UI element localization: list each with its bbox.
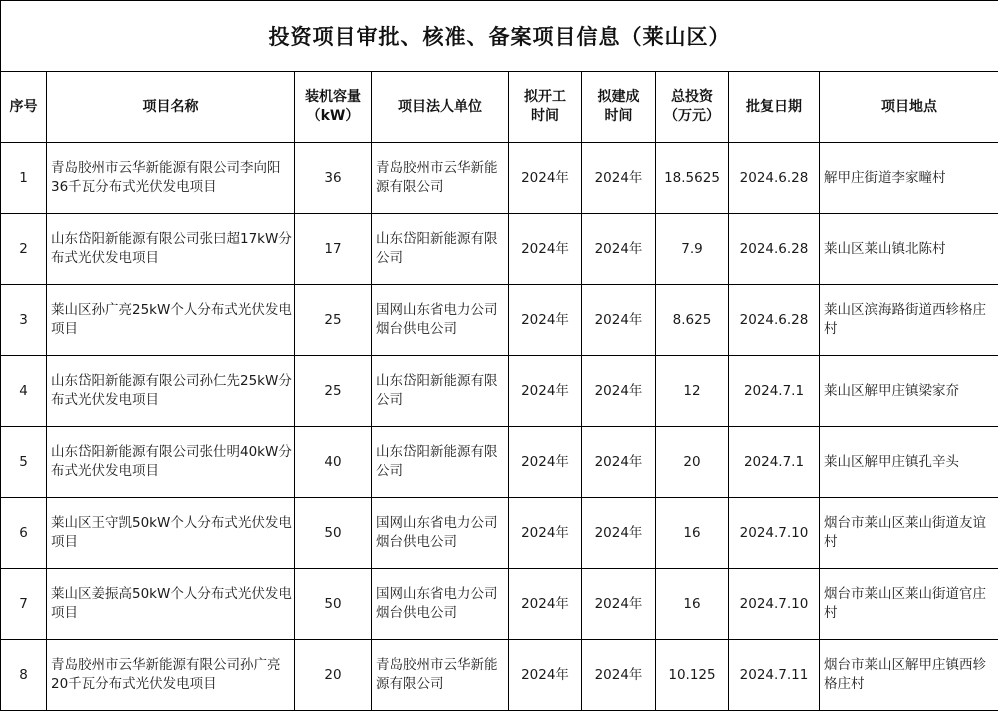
- cell-start: 2024年: [509, 356, 582, 427]
- cell-investment: 12: [656, 356, 729, 427]
- cell-name: 莱山区孙广亮25kW个人分布式光伏发电项目: [47, 285, 295, 356]
- cell-investment: 18.5625: [656, 143, 729, 214]
- cell-investment: 16: [656, 569, 729, 640]
- cell-capacity: 50: [295, 569, 372, 640]
- cell-finish: 2024年: [582, 640, 656, 711]
- cell-finish: 2024年: [582, 356, 656, 427]
- cell-location: 烟台市莱山区解甲庄镇西轸格庄村: [820, 640, 998, 711]
- cell-legal-entity: 山东岱阳新能源有限公司: [372, 214, 509, 285]
- cell-seq: 2: [1, 214, 47, 285]
- cell-location: 莱山区解甲庄镇梁家夼: [820, 356, 998, 427]
- table-row: [1, 427, 998, 498]
- cell-finish: 2024年: [582, 214, 656, 285]
- cell-capacity: 20: [295, 640, 372, 711]
- header-finish-line1: 拟建成: [597, 89, 640, 105]
- cell-legal-entity: 山东岱阳新能源有限公司: [372, 356, 509, 427]
- cell-approval-date: 2024.7.1: [729, 427, 820, 498]
- cell-finish: 2024年: [582, 285, 656, 356]
- cell-approval-date: 2024.7.10: [729, 498, 820, 569]
- table-row: [1, 356, 998, 427]
- header-row: [1, 72, 998, 143]
- cell-location: 烟台市莱山区莱山街道友谊村: [820, 498, 998, 569]
- cell-location: 莱山区解甲庄镇孔辛头: [820, 427, 998, 498]
- cell-approval-date: 2024.7.11: [729, 640, 820, 711]
- cell-legal-entity: 山东岱阳新能源有限公司: [372, 427, 509, 498]
- cell-capacity: 40: [295, 427, 372, 498]
- cell-capacity: 25: [295, 285, 372, 356]
- header-investment-line1: 总投资: [671, 89, 713, 105]
- cell-seq: 6: [1, 498, 47, 569]
- cell-start: 2024年: [509, 427, 582, 498]
- cell-seq: 7: [1, 569, 47, 640]
- header-name: 项目名称: [47, 72, 295, 143]
- cell-finish: 2024年: [582, 498, 656, 569]
- cell-investment: 8.625: [656, 285, 729, 356]
- cell-start: 2024年: [509, 640, 582, 711]
- table-row: [1, 640, 998, 711]
- cell-location: 莱山区滨海路街道西轸格庄村: [820, 285, 998, 356]
- cell-seq: 3: [1, 285, 47, 356]
- cell-legal-entity: 国网山东省电力公司烟台供电公司: [372, 498, 509, 569]
- cell-name: 山东岱阳新能源有限公司张曰超17kW分布式光伏发电项目: [47, 214, 295, 285]
- cell-location: 烟台市莱山区莱山街道官庄村: [820, 569, 998, 640]
- cell-approval-date: 2024.6.28: [729, 285, 820, 356]
- header-capacity-line2: （kW）: [306, 108, 360, 124]
- cell-investment: 10.125: [656, 640, 729, 711]
- table-row: [1, 285, 998, 356]
- table-row: [1, 143, 998, 214]
- cell-seq: 5: [1, 427, 47, 498]
- header-start: [509, 72, 582, 143]
- cell-start: 2024年: [509, 214, 582, 285]
- header-seq: 序号: [1, 72, 47, 143]
- cell-finish: 2024年: [582, 569, 656, 640]
- header-finish: [582, 72, 656, 143]
- header-investment-line2: （万元）: [664, 108, 720, 124]
- cell-legal-entity: 青岛胶州市云华新能源有限公司: [372, 640, 509, 711]
- cell-investment: 16: [656, 498, 729, 569]
- cell-approval-date: 2024.7.1: [729, 356, 820, 427]
- cell-capacity: 25: [295, 356, 372, 427]
- table-row: [1, 569, 998, 640]
- header-capacity-line1: 装机容量: [305, 89, 361, 105]
- cell-name: 莱山区王守凯50kW个人分布式光伏发电项目: [47, 498, 295, 569]
- cell-name: 青岛胶州市云华新能源有限公司李向阳36千瓦分布式光伏发电项目: [47, 143, 295, 214]
- header-legal-entity: 项目法人单位: [372, 72, 509, 143]
- cell-start: 2024年: [509, 143, 582, 214]
- cell-legal-entity: 国网山东省电力公司烟台供电公司: [372, 285, 509, 356]
- cell-capacity: 50: [295, 498, 372, 569]
- cell-location: 解甲庄街道李家疃村: [820, 143, 998, 214]
- cell-legal-entity: 国网山东省电力公司烟台供电公司: [372, 569, 509, 640]
- cell-seq: 1: [1, 143, 47, 214]
- cell-finish: 2024年: [582, 143, 656, 214]
- header-start-line1: 拟开工: [524, 89, 566, 105]
- header-start-line2: 时间: [531, 108, 559, 124]
- cell-name: 青岛胶州市云华新能源有限公司孙广亮20千瓦分布式光伏发电项目: [47, 640, 295, 711]
- cell-investment: 20: [656, 427, 729, 498]
- cell-investment: 7.9: [656, 214, 729, 285]
- header-capacity: [295, 72, 372, 143]
- table-row: [1, 498, 998, 569]
- sheet-title: 投资项目审批、核准、备案项目信息（莱山区）: [1, 1, 998, 72]
- cell-start: 2024年: [509, 569, 582, 640]
- cell-location: 莱山区莱山镇北陈村: [820, 214, 998, 285]
- cell-capacity: 36: [295, 143, 372, 214]
- cell-name: 莱山区姜振高50kW个人分布式光伏发电项目: [47, 569, 295, 640]
- cell-legal-entity: 青岛胶州市云华新能源有限公司: [372, 143, 509, 214]
- cell-finish: 2024年: [582, 427, 656, 498]
- header-investment: [656, 72, 729, 143]
- table-row: [1, 214, 998, 285]
- cell-seq: 4: [1, 356, 47, 427]
- header-approval-date: 批复日期: [729, 72, 820, 143]
- cell-approval-date: 2024.6.28: [729, 214, 820, 285]
- cell-name: 山东岱阳新能源有限公司张仕明40kW分布式光伏发电项目: [47, 427, 295, 498]
- cell-start: 2024年: [509, 498, 582, 569]
- cell-name: 山东岱阳新能源有限公司孙仁先25kW分布式光伏发电项目: [47, 356, 295, 427]
- header-finish-line2: 时间: [604, 108, 633, 124]
- header-location: 项目地点: [820, 72, 998, 143]
- cell-approval-date: 2024.7.10: [729, 569, 820, 640]
- cell-capacity: 17: [295, 214, 372, 285]
- cell-seq: 8: [1, 640, 47, 711]
- cell-start: 2024年: [509, 285, 582, 356]
- cell-approval-date: 2024.6.28: [729, 143, 820, 214]
